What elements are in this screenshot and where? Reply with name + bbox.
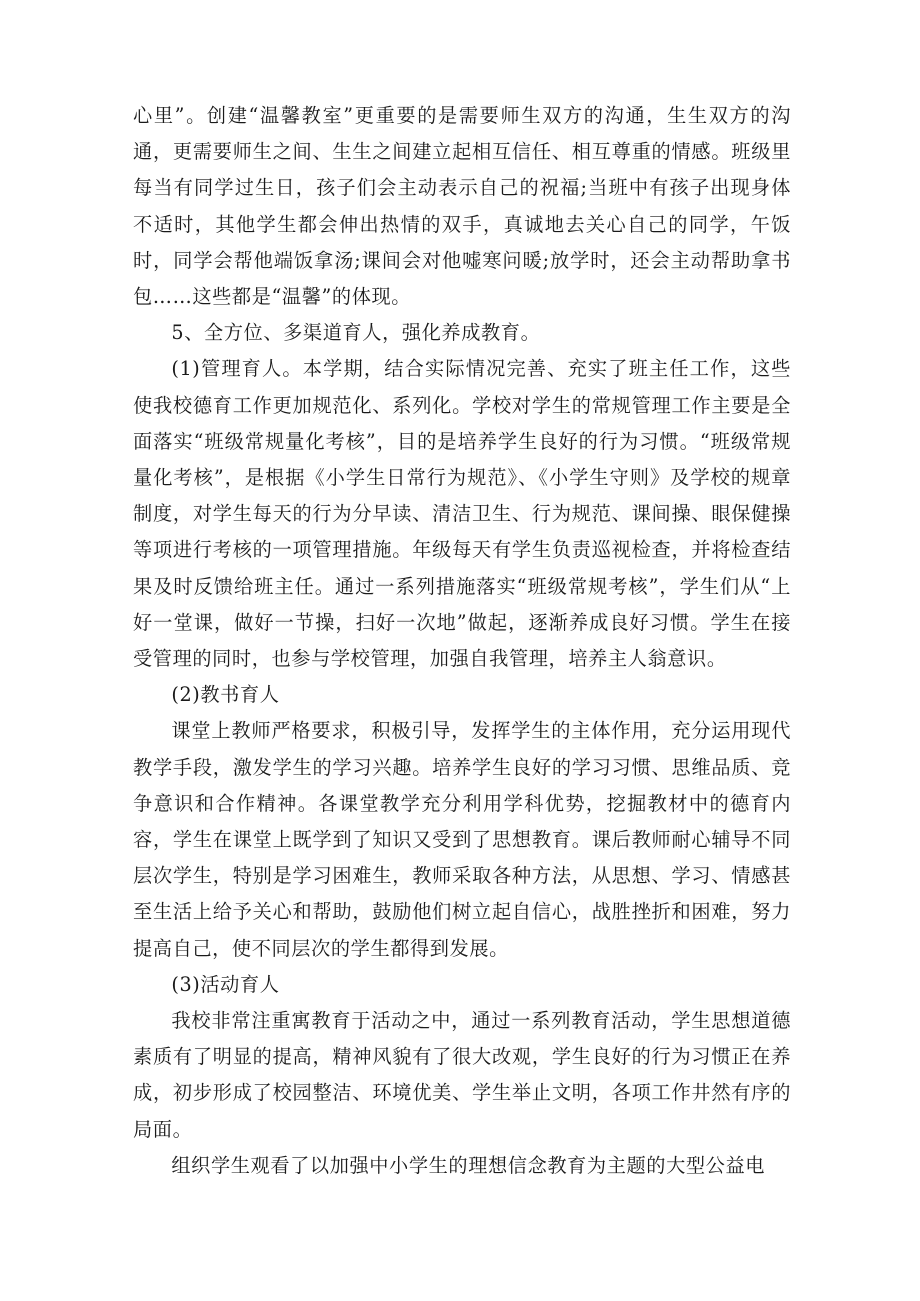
- paragraph-warm-classroom: 心里”。创建“温馨教室”更重要的是需要师生双方的沟通，生生双方的沟通，更需要师生之间、生生之间建立起相互信任、相互尊重的情感。班级里每当有同学过生日，孩子们会主动表示自己的祝福;当班中有孩子出现身体不适时，其他学生都会伸出热情的双手，真诚地去关心自己的同学，午饭时，同学会帮他端饭拿汤;课间会对他嘘寒问暖;放学时，还会主动帮助拿书包……这些都是“温馨”的体现。: [133, 104, 791, 309]
- paragraph-management-education: (1)管理育人。本学期，结合实际情况完善、充实了班主任工作，这些使我校德育工作更加规范化、系列化。学校对学生的常规管理工作主要是全面落实“班级常规量化考核”，目的是培养学生良好的行为习惯。“班级常规量化考核”，是根据《小学生日常行为规范》、《小学生守则》及学校的规章制度，对学生每天的行为分早读、清洁卫生、行为规范、课间操、眼保健操等项进行考核的一项管理措施。年级每天有学生负责巡视检查，并将检查结果及时反馈给班主任。通过一系列措施落实“班级常规考核”，学生们从“上好一堂课，做好一节操，扫好一次地”做起，逐渐养成良好习惯。学生在接受管理的同时，也参与学校管理，加强自我管理，培养主人翁意识。: [133, 357, 791, 671]
- document-page: [133, 98, 791, 1184]
- paragraph-activity-education: 我校非常注重寓教育于活动之中，通过一系列教育活动，学生思想道德素质有了明显的提高，精神风貌有了很大改观，学生良好的行为习惯正在养成，初步形成了校园整洁、环境优美、学生举止文明，各项工作井然有序的局面。: [133, 1009, 791, 1141]
- subheading-activity-education: (3)活动育人: [171, 972, 280, 996]
- paragraph-teaching-education: 课堂上教师严格要求，积极引导，发挥学生的主体作用，充分运用现代教学手段，激发学生的学习兴趣。培养学生良好的学习习惯、思维品质、竞争意识和合作精神。各课堂教学充分利用学科优势，挖掘教材中的德育内容，学生在课堂上既学到了知识又受到了思想教育。课后教师耐心辅导不同层次学生，特别是学习困难生，教师采取各种方法，从思想、学习、情感甚至生活上给予关心和帮助，鼓励他们树立起自信心，战胜挫折和困难，努力提高自己，使不同层次的学生都得到发展。: [133, 719, 791, 960]
- paragraph-film-viewing: 组织学生观看了以加强中小学生的理想信念教育为主题的大型公益电: [171, 1153, 766, 1177]
- subheading-teaching-education: (2)教书育人: [171, 683, 280, 707]
- section-heading-5: 5、全方位、多渠道育人，强化养成教育。: [171, 321, 541, 345]
